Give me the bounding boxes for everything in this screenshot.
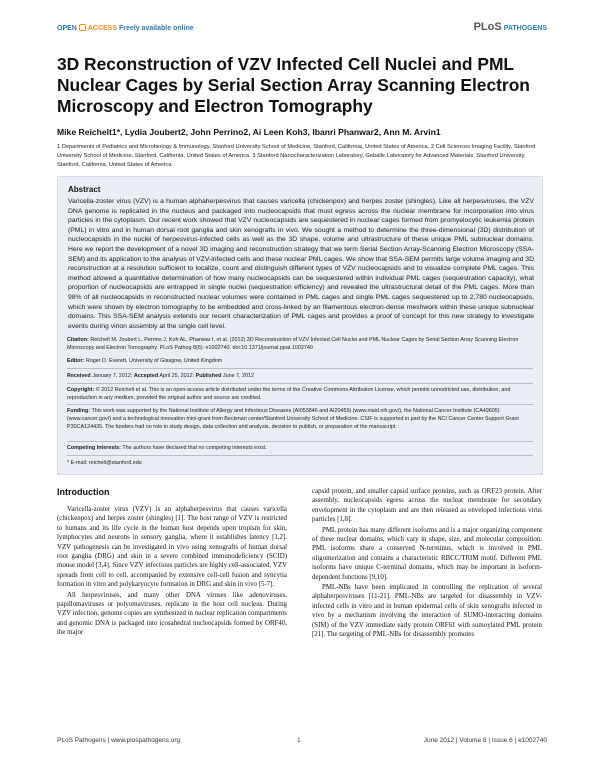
editor-block xyxy=(67,357,533,365)
journal-logo xyxy=(474,21,547,33)
citation-label: Citation: xyxy=(67,337,89,343)
open-access-lock-icon xyxy=(79,24,86,31)
page-footer xyxy=(57,737,547,747)
journal-logo-sub: PATHOGENS xyxy=(503,25,547,32)
open-access-open: OPEN xyxy=(57,25,77,32)
intro-column-left xyxy=(57,487,287,639)
citation-block xyxy=(67,336,533,352)
copyright-text: © 2012 Reichelt et al. This is an open-access article distributed under the terms of the Creative Commons Attribution License, which permits unrestricted use, distribution, and reproduction in any medium, provided the original author and source are credited. xyxy=(67,387,511,401)
abstract-heading: Abstract xyxy=(68,185,101,194)
email-text: * E-mail: reichelt@stanford.edu xyxy=(67,460,142,466)
dates-block xyxy=(67,372,533,380)
editor-label: Editor: xyxy=(67,358,85,364)
received-label: Received xyxy=(67,373,91,379)
meta-divider xyxy=(67,404,533,405)
abstract-text: Varicella-zoster virus (VZV) is a human alphaherpesvirus that causes varicella (chickenpox) and herpes zoster (shingles). Like all herpesviruses, the VZV DNA genome is replicated in the nucleus and packaged into nucleocapsids that must egress across the nuclear membrane for incorporation into virus particles in the cytoplasm. Our recent work showed that VZV nucleocapsids are sequestered in nuclear cages formed from promyelocytic leukemia protein (PML) in vitro and in human dorsal root ganglia and skin xenografts in vivo. We sought a method to determine the three-dimensional (3D) distribution of nucleocapsids in the nuclei of herpesvirus-infected cells as well as the 3D shape, volume and ultrastructure of these unique PML subnuclear domains. Here we report the development of a novel 3D imaging and reconstruction strategy that we term Serial Section Array-Scanning Electron Microscopy (SSA-SEM) and its application to the analysis of VZV-infected cells and these nuclear PML cages. We show that SSA-SEM permits large volume imaging and 3D reconstruction at a resolution sufficient to localize, count and distinguish different types of VZV nucleocapsids and to visualize complete PML cages. This method allowed a quantitative determination of how many nucleocapsids can be sequestered within individual PML cages (sequestration capacity), what proportion of nucleocapsids are entrapped in single nuclei (sequestration efficiency) and revealed the ultrastructural detail of the PML cages. More than 98% of all nucleocapsids in reconstructed nuclear volumes were contained in PML cages and single PML cages sequestered up to 2,780 nucleocapsids, which were shown by electron tomography to be embedded and cross-linked by an filamentous electron-dense meshwork within these unique subnuclear domains. This SSA-SEM analysis extends our recent characterization of PML cages and provides a proof of concept for this new strategy to investigate events during virion assembly at the single cell level. xyxy=(68,198,534,330)
footer-journal-url: PLoS Pathogens | www.plospathogens.org xyxy=(57,737,181,744)
author-list: Mike Reichelt1*, Lydia Joubert2, John Perrino2, Ai Leen Koh3, Ibanri Phanwar2, Ann M. Arvin1 xyxy=(57,127,441,137)
intro-paragraph: Varicella-zoster virus (VZV) is an alphaherpesvirus that causes varicella (chickenpox) and herpes zoster (shingles) [1]. The host range of VZV is restricted to humans and its life cycle in the human host depends upon tropism for skin, lymphocytes and neurons in sensory ganglia, where it establishes latency [1,2]. VZV pathogenesis can be investigated in vivo using xenografts of human dorsal root ganglia (DRG) and skin in a severe combined immunodeficiency (SCID) mouse model [3,4]. Since VZV infectious particles are highly cell-associated, VZV spreads from cell to cell, accompanied by extensive cell-cell fusion and syncytia formation in vitro and polykaryocyte formation in DRG and skin in vivo [5-7]. xyxy=(57,506,287,589)
funding-label: Funding: xyxy=(67,408,91,414)
intro-paragraph: PML-NBs have been implicated in controlling the replication of several alphaherpesviruses [11-21]. PML-NBs are targeted for disassembly in VZV-infected cells in vitro and in human epidermal cells of skin xenografts infected in vivo by a mechanism involving the interaction of SUMO-interacting domains (SIM) of the VZV immediate early protein ORF61 with sumoylated PML protein [21]. The targeting of PML-NBs for disassembly promotes xyxy=(312,584,542,639)
footer-issue-info: June 2012 | Volume 8 | Issue 6 | e1002740 xyxy=(423,737,547,744)
email-block xyxy=(67,459,533,467)
received-date: January 7, 2012; xyxy=(92,373,133,379)
affiliations: 1 Departments of Pediatrics and Microbiology & Immunology, Stanford University School of Medicine, Stanford, California, United States of America, 2 Cell Sciences Imaging Facility, Stanford University School of Medicine, Stanford, California, United States of America, 3 Stanford Nanocharacterization Laboratory, Geballe Laboratory for Advanced Materials, Stanford University, Stanford, California, United States of America xyxy=(57,144,536,168)
footer-page-number: 1 xyxy=(297,737,301,744)
meta-divider xyxy=(67,455,533,456)
competing-label: Competing Interests: xyxy=(67,445,121,451)
open-access-banner xyxy=(57,24,194,32)
intro-paragraph: capsid protein, and smaller capsid surface proteins, such as ORF23 protein. After assembly, nucleocapsids egress across the nuclear membrane for secondary envelopment in the cytoplasm and are then released as enveloped infectious virus particles [1,8]. xyxy=(312,488,542,524)
meta-divider xyxy=(67,441,533,442)
meta-divider xyxy=(67,383,533,384)
accepted-date: April 25, 2012; xyxy=(159,373,195,379)
funding-text: This work was supported by the National Institute of Allergy and Infectious Diseases (AI053846 and AI20459) (www.niaid.nih.gov/), the National Cancer Institute (CA49605) (www.cancer.gov/) and a technological innovation mini-grant from Beckman center/Stanford University School of Medicine. CSIF is supported in part by the NCI Cancer Center Support Grant P30CA124435. The funders had no role in study design, data collection and analysis, decision to publish, or preparation of the manuscript. xyxy=(67,408,519,430)
intro-paragraph: PML protein has many different isoforms and is a major organizing component of these nuclear domains, which vary in shape, size, and molecular composition. PML isoforms share a conserved N-terminus, which is involved in PML oligomerization and contains a characteristic RBCC/TRIM motif. Different PML isoforms have unique C-terminal domains, which may be important in isoform-dependent functions [9,10]. xyxy=(312,526,542,581)
intro-column-right xyxy=(312,487,542,641)
published-date: June 7, 2012 xyxy=(222,373,255,379)
article-title: 3D Reconstruction of VZV Infected Cell Nuclei and PML Nuclear Cages by Serial Section Array Scanning Electron Microscopy and Electron Tomography xyxy=(57,54,530,116)
top-banner xyxy=(57,21,547,38)
citation-text: Reichelt M, Joubert L, Perrino J, Koh AL, Phanwar I, et al. (2012) 3D Reconstruction of VZV Infected Cell Nuclei and PML Nuclear Cages by Serial Section Array Scanning Electron Microscopy and Electron Tomography. PLoS Pathog 8(6): e1002740. doi:10.1371/journal.ppat.1002740 xyxy=(67,337,519,351)
intro-heading: Introduction xyxy=(57,487,110,497)
editor-text: Roger D. Everett, University of Glasgow, United Kingdom xyxy=(85,358,223,364)
competing-block xyxy=(67,444,533,452)
published-label: Published xyxy=(195,373,222,379)
open-access-freely: Freely available online xyxy=(118,25,194,32)
accepted-label: Accepted xyxy=(133,373,159,379)
journal-logo-text: PLoS xyxy=(473,21,502,33)
intro-paragraph: All herpesviruses, and many other DNA viruses like adenoviruses, papillomaviruses or polyomaviruses, replicate in the host cell nucleus. During VZV infection, genome copies are synthesized in nuclear replication compartments and genomic DNA is packaged into icosahedral nucleocapsids formed by ORF40, the major xyxy=(57,591,287,637)
competing-text: The authors have declared that no competing interests exist. xyxy=(122,445,267,451)
copyright-label: Copyright: xyxy=(67,387,95,393)
funding-block xyxy=(67,407,533,431)
meta-divider xyxy=(67,368,533,369)
open-access-access: ACCESS xyxy=(87,25,118,32)
copyright-block xyxy=(67,386,533,402)
